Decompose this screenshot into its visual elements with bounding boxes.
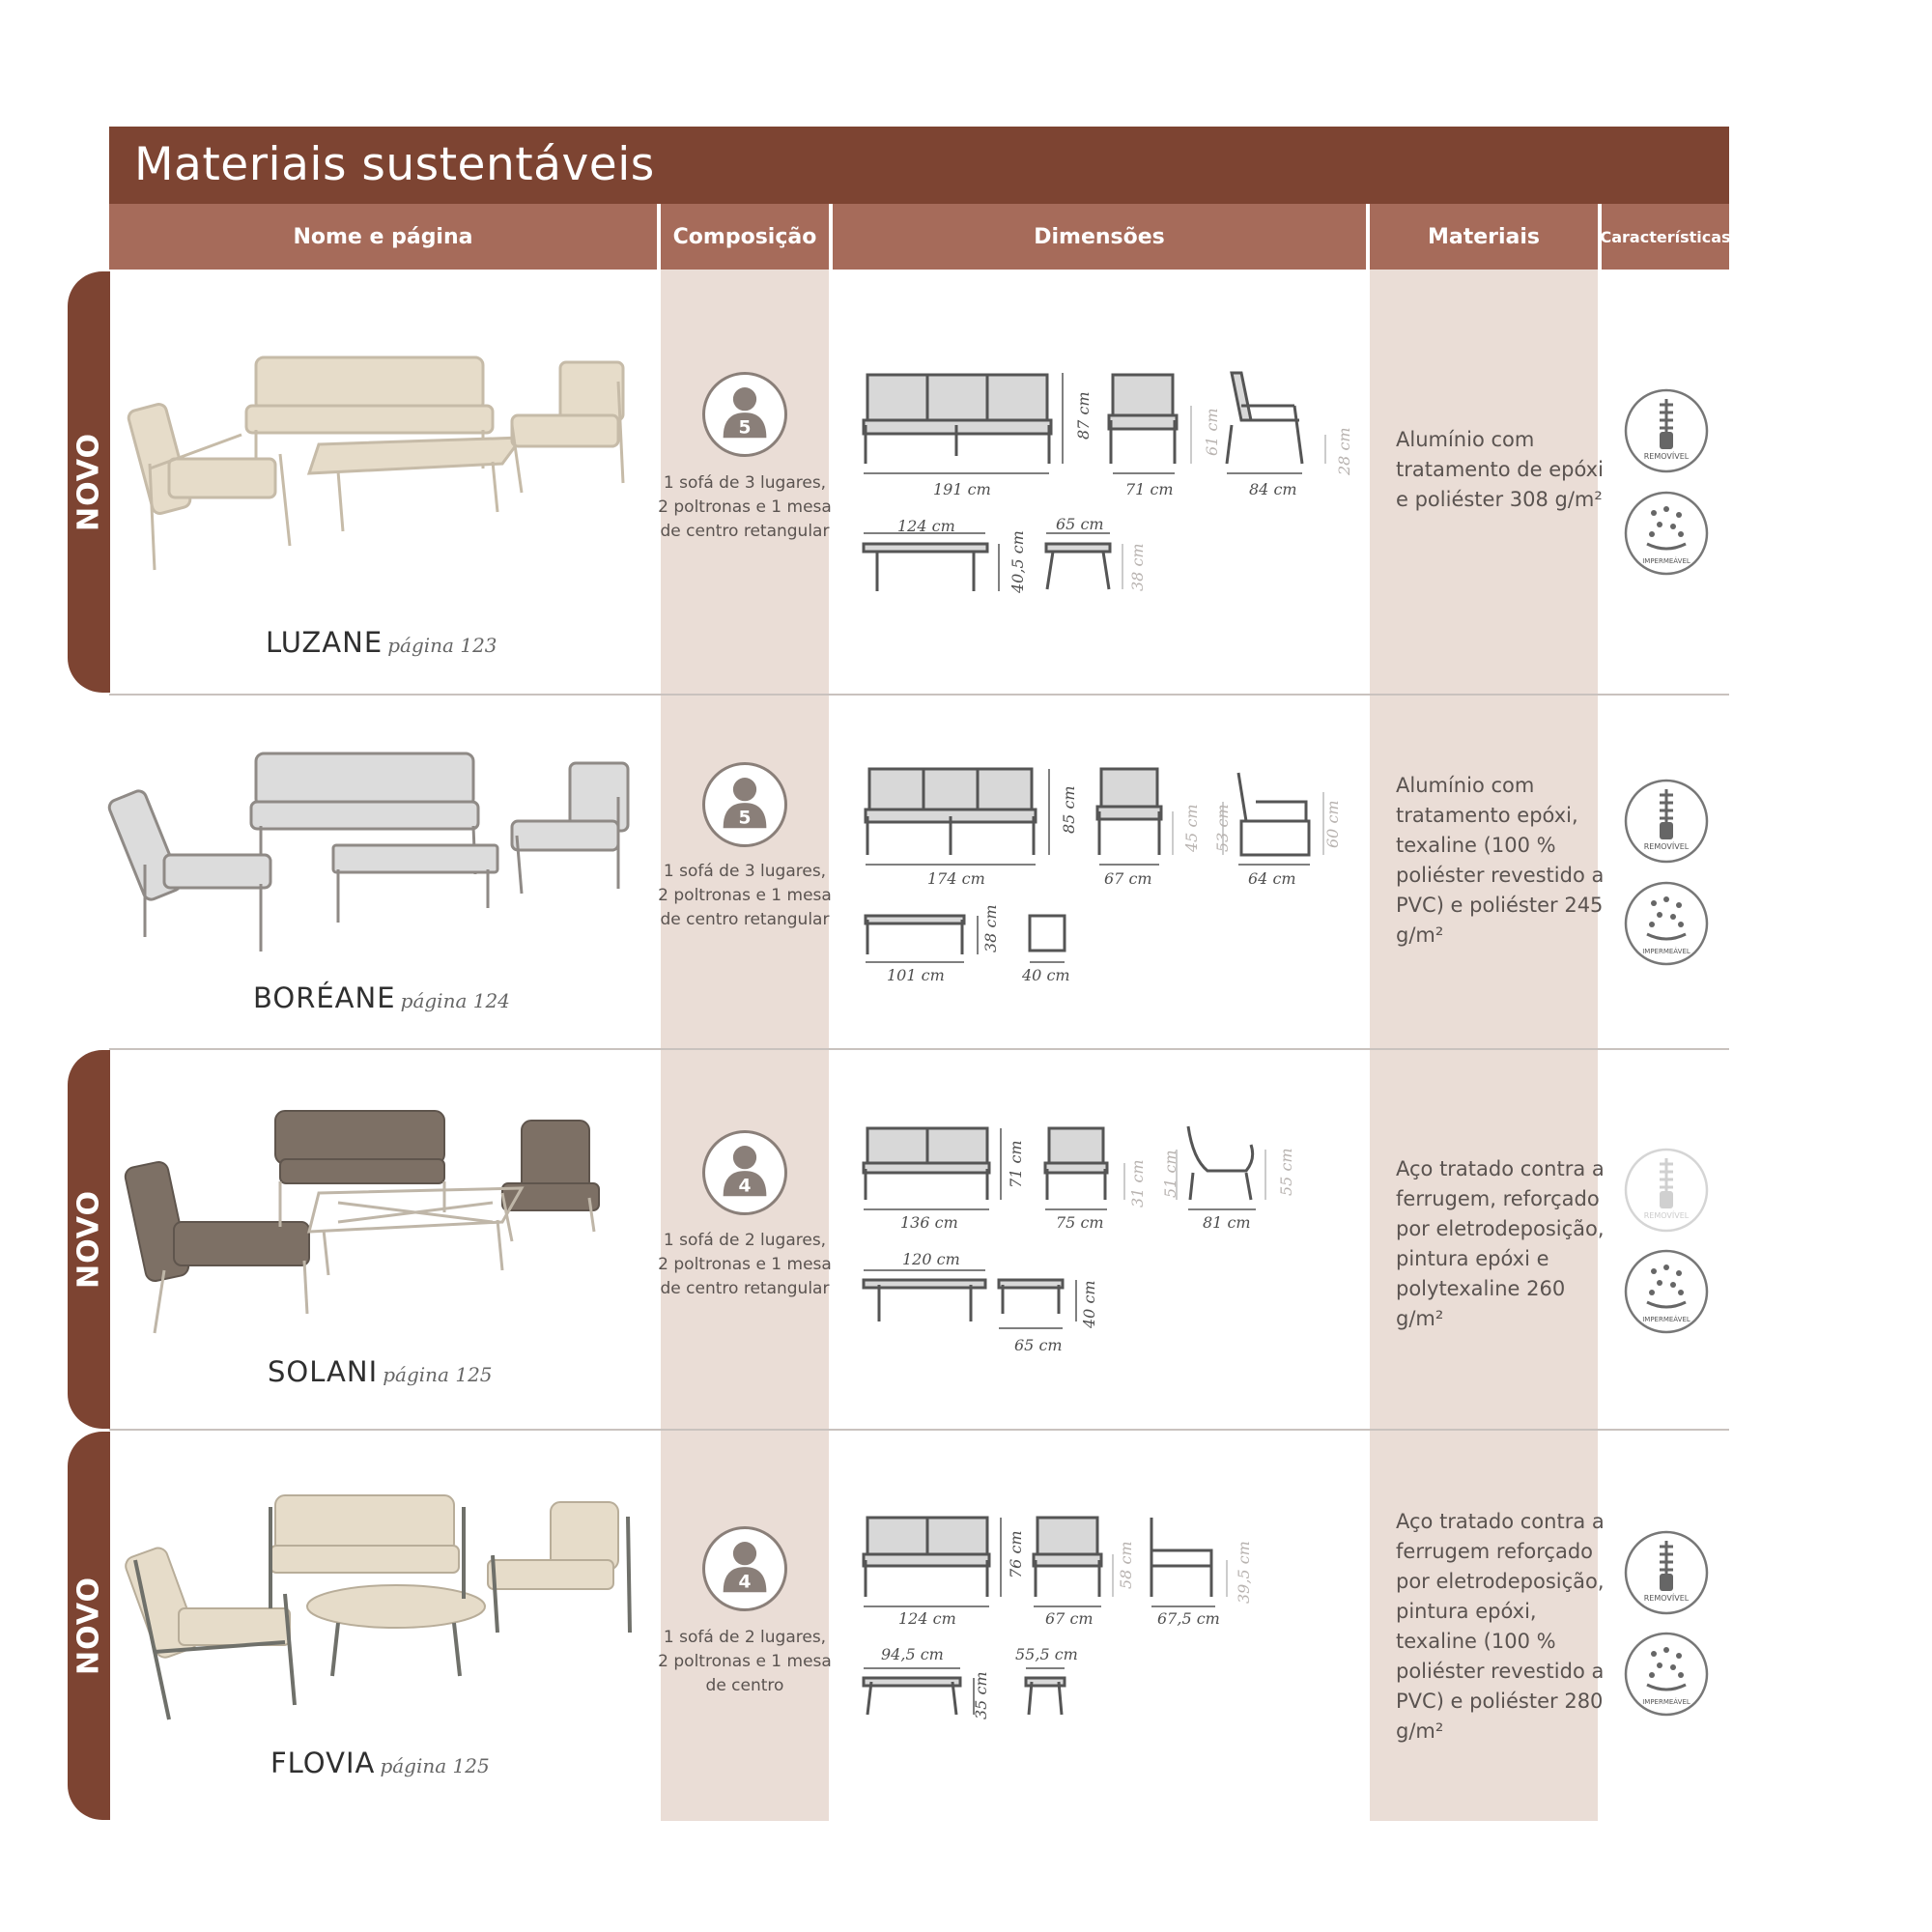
- product-page: página 125: [383, 1363, 493, 1386]
- dim-table-depth: 65 cm: [1014, 1336, 1063, 1354]
- dim-table-height: 40,5 cm: [1009, 530, 1027, 593]
- dim-armchair-width: 75 cm: [1056, 1213, 1104, 1232]
- materials-text: Alumínio com tratamento epóxi, texaline (100 % poliéster revestido a PVC) e poliéster 245 g/m²: [1396, 774, 1605, 947]
- product-name-flovia: [270, 1747, 490, 1779]
- dim-seat-height: 31 cm: [1128, 1159, 1147, 1208]
- product-image-luzane: [126, 338, 647, 580]
- dim-sofa-height: 87 cm: [1074, 391, 1093, 440]
- badge-label: REMOVÍVEL: [1643, 452, 1690, 461]
- dim-depth: 67,5 cm: [1157, 1609, 1220, 1628]
- header-dimensions: Dimensões: [833, 204, 1366, 270]
- dim-sofa-width: 191 cm: [933, 480, 991, 498]
- dim-table-depth-height: 38 cm: [1128, 543, 1147, 591]
- rain-icon: [1623, 1248, 1710, 1335]
- person-count-icon: [702, 762, 787, 847]
- product-name-luzane: [266, 626, 497, 659]
- badge-label: REMOVÍVEL: [1643, 1211, 1690, 1220]
- row-separator: [109, 694, 1729, 696]
- product-image-flovia: [126, 1488, 657, 1739]
- dim-table-width: 124 cm: [897, 517, 955, 535]
- dim-sofa-height: 71 cm: [1007, 1140, 1025, 1188]
- title-bar: [109, 127, 1729, 204]
- zipper-icon: [1623, 1147, 1710, 1234]
- pieces-count: 5: [738, 417, 752, 439]
- product-page: página 124: [400, 989, 510, 1012]
- header-composition: Composição: [661, 204, 829, 270]
- novo-tab: [68, 1050, 110, 1429]
- dim-depth: 64 cm: [1248, 869, 1296, 888]
- pieces-count: 4: [738, 1176, 752, 1197]
- composition-text: 1 sofá de 3 lugares, 2 poltronas e 1 mesa de centro retangular: [658, 862, 832, 929]
- product-name: LUZANE: [266, 626, 384, 659]
- dim-seat-height: 58 cm: [1117, 1541, 1135, 1589]
- dim-depth-height: 39,5 cm: [1235, 1541, 1253, 1604]
- dim-arm-height: 51 cm: [1161, 1150, 1179, 1198]
- dim-sofa-height: 76 cm: [1007, 1530, 1025, 1578]
- dim-sofa-width: 124 cm: [898, 1609, 956, 1628]
- row-separator: [109, 1048, 1729, 1050]
- dim-seat-height: 61 cm: [1203, 408, 1221, 456]
- badge-label: REMOVÍVEL: [1643, 842, 1690, 851]
- product-name: FLOVIA: [270, 1747, 376, 1779]
- product-name-solani: [268, 1355, 493, 1388]
- header-name: Nome e página: [109, 204, 657, 270]
- dim-table-depth: 55,5 cm: [1015, 1645, 1078, 1663]
- rain-icon: [1623, 1631, 1710, 1718]
- dim-arm-height: 53 cm: [1213, 804, 1232, 852]
- composition-text: 1 sofá de 2 lugares, 2 poltronas e 1 mesa de centro: [658, 1628, 832, 1695]
- dim-table-height: 38 cm: [981, 904, 1000, 952]
- product-name: SOLANI: [268, 1355, 379, 1388]
- page-title: Materiais sustentáveis: [134, 138, 655, 191]
- novo-tab: [68, 1432, 110, 1820]
- novo-tab: [68, 271, 110, 693]
- dim-armchair-width: 67 cm: [1104, 869, 1152, 888]
- dim-sofa-width: 174 cm: [927, 869, 985, 888]
- badge-label: IMPERMEÁVEL: [1642, 1316, 1690, 1323]
- materials-text: Alumínio com tratamento de epóxi e poliéster 308 g/m²: [1396, 428, 1604, 511]
- badge-label: IMPERMEÁVEL: [1642, 1698, 1690, 1706]
- badge-label: REMOVÍVEL: [1643, 1594, 1690, 1603]
- badge-label: IMPERMEÁVEL: [1642, 557, 1690, 565]
- composition-text: 1 sofá de 2 lugares, 2 poltronas e 1 mesa de centro retangular: [658, 1231, 832, 1298]
- novo-label: NOVO: [71, 1190, 106, 1289]
- row-separator: [109, 1429, 1729, 1431]
- rain-icon: [1623, 490, 1710, 577]
- product-image-solani: [126, 1106, 657, 1348]
- zipper-icon: [1623, 387, 1710, 474]
- product-name-boreane: [253, 981, 510, 1014]
- dim-sofa-width: 136 cm: [900, 1213, 958, 1232]
- materials-text: Aço tratado contra a ferrugem reforçado por eletrodeposição, pintura epóxi, texaline (100 % poliéster revestido a PVC) e poliéster 280 g/m²: [1396, 1510, 1605, 1743]
- product-page: página 125: [380, 1754, 490, 1777]
- dim-depth-height: 28 cm: [1335, 427, 1353, 475]
- dim-table-height: 35 cm: [972, 1671, 990, 1719]
- dim-armchair-width: 71 cm: [1125, 480, 1174, 498]
- pieces-count: 5: [738, 808, 752, 829]
- dim-table-depth: 65 cm: [1056, 515, 1104, 533]
- dim-depth: 81 cm: [1203, 1213, 1251, 1232]
- person-count-icon: [702, 1526, 787, 1611]
- header-features: Características: [1602, 204, 1729, 270]
- dim-table-depth: 40 cm: [1022, 966, 1070, 984]
- zipper-icon: [1623, 778, 1710, 865]
- dim-table-width: 94,5 cm: [881, 1645, 944, 1663]
- product-name: BORÉANE: [253, 981, 396, 1014]
- badge-label: IMPERMEÁVEL: [1642, 948, 1690, 955]
- novo-label: NOVO: [71, 433, 106, 531]
- materials-text: Aço tratado contra a ferrugem, reforçado por eletrodeposição, pintura epóxi e polytexaline 260 g/m²: [1396, 1157, 1605, 1330]
- header-materials: Materiais: [1370, 204, 1598, 270]
- dim-seat-height: 45 cm: [1182, 804, 1201, 852]
- dim-sofa-height: 85 cm: [1060, 785, 1078, 834]
- dim-depth-height: 60 cm: [1323, 800, 1342, 848]
- pieces-count: 4: [738, 1572, 752, 1593]
- dim-depth-height: 55 cm: [1277, 1148, 1295, 1196]
- dim-table-width: 120 cm: [902, 1250, 960, 1268]
- rain-icon: [1623, 880, 1710, 967]
- composition-text: 1 sofá de 3 lugares, 2 poltronas e 1 mesa de centro retangular: [658, 473, 832, 541]
- product-image-boreane: [116, 749, 657, 971]
- novo-label: NOVO: [71, 1577, 106, 1675]
- product-page: página 123: [387, 634, 497, 657]
- dim-depth: 84 cm: [1249, 480, 1297, 498]
- dim-table-width: 101 cm: [887, 966, 945, 984]
- zipper-icon: [1623, 1529, 1710, 1616]
- dim-table-height: 40 cm: [1080, 1280, 1098, 1328]
- person-count-icon: [702, 1130, 787, 1215]
- dim-armchair-width: 67 cm: [1045, 1609, 1094, 1628]
- person-count-icon: [702, 372, 787, 457]
